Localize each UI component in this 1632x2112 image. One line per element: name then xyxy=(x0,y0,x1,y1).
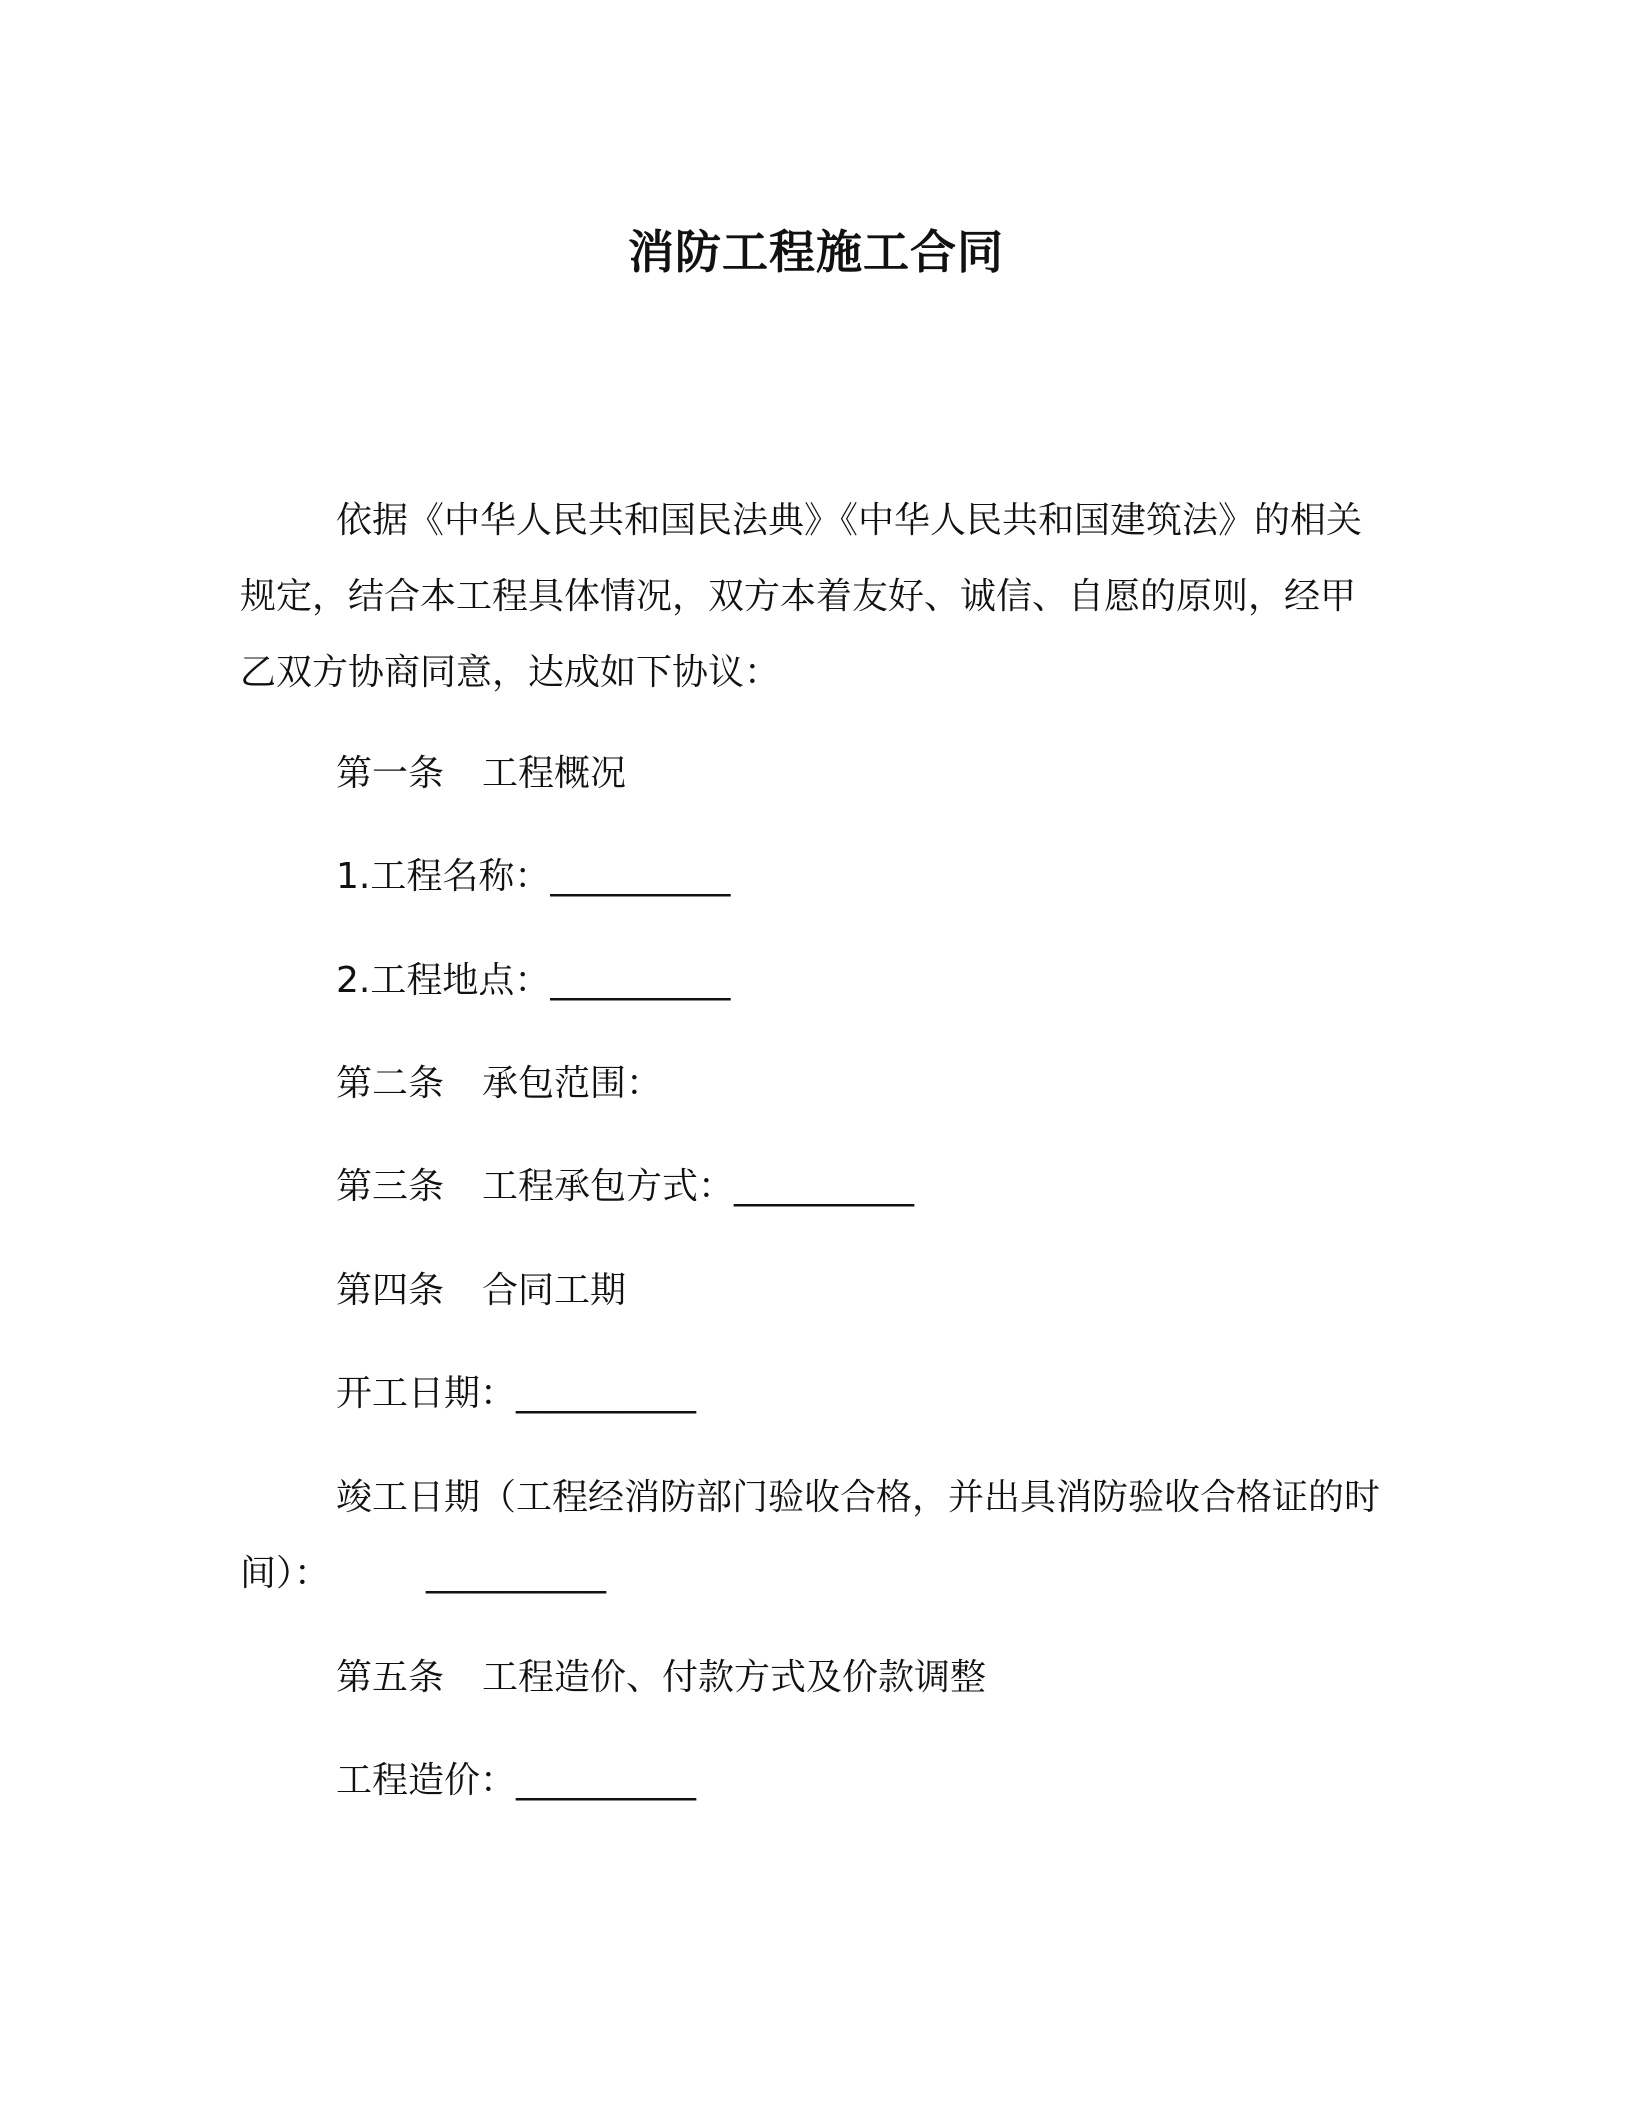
completion-date-label: 竣工日期（工程经消防部门验收合格，并出具消防验收合格证的时间）： xyxy=(240,1477,1381,1594)
project-price xyxy=(336,1743,696,1819)
article-2-heading: 承包范围： xyxy=(482,1063,663,1104)
contract-method-blank: __________ xyxy=(734,1166,915,1207)
article-1 xyxy=(336,736,626,812)
project-name-blank: __________ xyxy=(550,856,731,897)
item-project-location xyxy=(336,943,730,1019)
article-4-number: 第四条 xyxy=(336,1270,445,1311)
article-5-number: 第五条 xyxy=(336,1657,445,1698)
article-4-heading: 合同工期 xyxy=(482,1270,627,1311)
completion-date-blank: __________ xyxy=(426,1553,607,1594)
article-1-heading: 工程概况 xyxy=(482,753,627,794)
item-project-location-label: 2.工程地点： xyxy=(336,960,551,1001)
project-price-blank: __________ xyxy=(516,1760,697,1801)
article-4 xyxy=(336,1253,626,1329)
article-5-heading: 工程造价、付款方式及价款调整 xyxy=(482,1657,987,1698)
article-3-number: 第三条 xyxy=(336,1166,445,1207)
article-3 xyxy=(336,1149,914,1225)
start-date-blank: __________ xyxy=(516,1373,697,1414)
item-project-name-label: 1.工程名称： xyxy=(336,856,551,897)
article-3-heading: 工程承包方式： xyxy=(482,1166,735,1207)
article-2-number: 第二条 xyxy=(336,1063,445,1104)
start-date-label: 开工日期： xyxy=(336,1373,517,1414)
intro-paragraph: 依据《中华人民共和国民法典》《中华人民共和国建筑法》的相关规定，结合本工程具体情况，双方本着友好、诚信、自愿的原则，经甲乙双方协商同意，达成如下协议： xyxy=(240,500,1363,693)
project-location-blank: __________ xyxy=(550,960,731,1001)
article-1-number: 第一条 xyxy=(336,753,445,794)
project-price-label: 工程造价： xyxy=(336,1760,517,1801)
article-2 xyxy=(336,1046,662,1122)
article-5 xyxy=(336,1640,986,1716)
start-date xyxy=(336,1356,696,1432)
completion-date xyxy=(240,1460,1380,1612)
page-title: 消防工程施工合同 xyxy=(628,225,1004,279)
item-project-name xyxy=(336,839,730,915)
